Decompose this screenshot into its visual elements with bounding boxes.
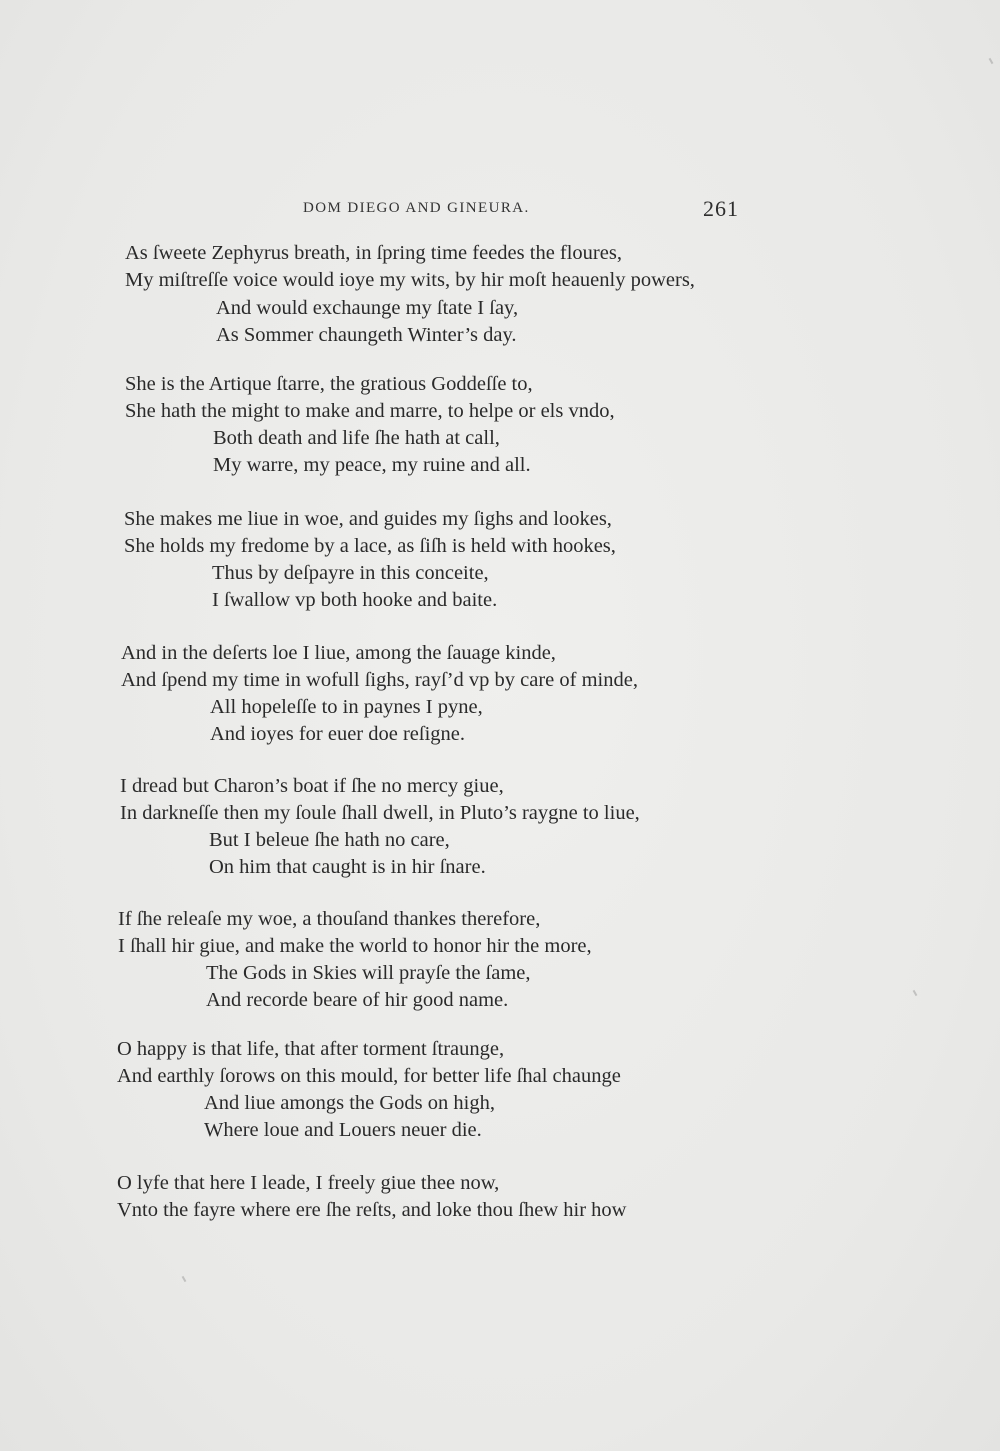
verse-line: And recorde beare of hir good name.: [206, 989, 509, 1011]
verse-line: But I beleue ſhe hath no care,: [209, 829, 450, 851]
paper-speck: [989, 58, 994, 64]
verse-line: In darkneſſe then my ſoule ſhall dwell, in Pluto’s raygne to liue,: [120, 802, 640, 824]
verse-line: My warre, my peace, my ruine and all.: [213, 454, 531, 476]
verse-line: She hath the might to make and marre, to helpe or els vndo,: [125, 400, 615, 422]
verse-line: She holds my fredome by a lace, as ſiſh is held with hookes,: [124, 535, 616, 557]
verse-line: As Sommer chaungeth Winter’s day.: [216, 324, 517, 346]
running-head: DOM DIEGO AND GINEURA.: [303, 200, 530, 216]
verse-line: I ſhall hir giue, and make the world to honor hir the more,: [118, 935, 592, 957]
verse-line: I ſwallow vp both hooke and baite.: [212, 589, 498, 611]
page-number: 261: [703, 196, 739, 221]
verse-line: She makes me liue in woe, and guides my ſighs and lookes,: [124, 508, 612, 530]
verse-line: Both death and life ſhe hath at call,: [213, 427, 500, 449]
verse-line: As ſweete Zephyrus breath, in ſpring time feedes the floures,: [125, 242, 622, 264]
verse-line: On him that caught is in hir ſnare.: [209, 856, 486, 878]
verse-line: She is the Artique ſtarre, the gratious Goddeſſe to,: [125, 373, 533, 395]
verse-line: Where loue and Louers neuer die.: [204, 1119, 482, 1141]
paper-speck: [182, 1276, 187, 1282]
paper-speck: [913, 990, 918, 996]
verse-line: O lyfe that here I leade, I freely giue thee now,: [117, 1172, 500, 1194]
page-header: [0, 196, 1000, 226]
verse-line: All hopeleſſe to in paynes I pyne,: [210, 696, 483, 718]
verse-line: Thus by deſpayre in this conceite,: [212, 562, 489, 584]
verse-line: Vnto the fayre where ere ſhe reſts, and loke thou ſhew hir how: [117, 1199, 627, 1221]
verse-line: And earthly ſorows on this mould, for better life ſhal chaunge: [117, 1065, 621, 1087]
verse-line: The Gods in Skies will prayſe the ſame,: [206, 962, 531, 984]
verse-line: And liue amongs the Gods on high,: [204, 1092, 495, 1114]
verse-line: I dread but Charon’s boat if ſhe no mercy giue,: [120, 775, 504, 797]
verse-line: And ſpend my time in wofull ſighs, rayſ’d vp by care of minde,: [121, 669, 638, 691]
verse-line: My miſtreſſe voice would ioye my wits, by hir moſt heauenly powers,: [125, 269, 695, 291]
verse-line: And in the deſerts loe I liue, among the ſauage kinde,: [121, 642, 556, 664]
verse-line: If ſhe releaſe my woe, a thouſand thankes therefore,: [118, 908, 541, 930]
verse-line: O happy is that life, that after torment ſtraunge,: [117, 1038, 505, 1060]
verse-line: And ioyes for euer doe reſigne.: [210, 723, 466, 745]
verse-line: And would exchaunge my ſtate I ſay,: [216, 297, 519, 319]
